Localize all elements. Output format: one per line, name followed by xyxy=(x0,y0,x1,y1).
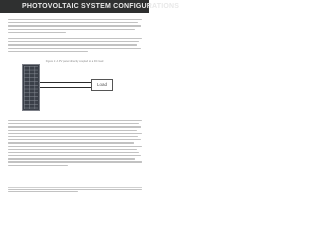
document-page xyxy=(0,0,180,198)
load-box xyxy=(91,79,113,91)
positive-wire xyxy=(40,82,91,83)
text-line xyxy=(8,48,141,49)
text-line xyxy=(8,146,142,147)
footer-text-line xyxy=(8,191,78,192)
text-line xyxy=(8,120,142,121)
text-line xyxy=(8,126,141,127)
text-line xyxy=(8,29,135,30)
text-line xyxy=(8,22,138,23)
second-paragraph xyxy=(8,38,142,54)
load-label: Load xyxy=(96,82,107,87)
page-header-bar xyxy=(0,0,180,13)
text-line xyxy=(8,149,137,150)
text-line xyxy=(8,44,137,45)
body-paragraph xyxy=(8,120,142,168)
text-line xyxy=(8,158,135,159)
page-footer xyxy=(8,189,142,192)
text-line xyxy=(8,41,139,42)
page-title: PHOTOVOLTAIC SYSTEM CONFIGURATIONS xyxy=(22,3,180,10)
text-line xyxy=(8,19,142,20)
intro-paragraph xyxy=(8,19,142,35)
text-line xyxy=(8,32,66,33)
system-figure xyxy=(0,64,149,112)
text-line xyxy=(8,161,142,162)
text-line xyxy=(8,25,141,26)
negative-wire xyxy=(40,87,91,88)
text-line xyxy=(8,133,142,134)
solar-panel-icon xyxy=(22,64,40,111)
footer-divider xyxy=(8,187,142,188)
text-line xyxy=(8,139,141,140)
panel-cells xyxy=(24,66,38,109)
figure-caption: Figure 1: A PV panel directly coupled to a DC load xyxy=(45,60,104,63)
text-line xyxy=(8,155,141,156)
text-line xyxy=(8,123,139,124)
text-line xyxy=(8,38,142,39)
text-line xyxy=(8,136,138,137)
text-line xyxy=(8,142,134,143)
footer-text-line xyxy=(8,189,142,190)
text-line xyxy=(8,130,137,131)
text-line xyxy=(8,165,68,166)
text-line xyxy=(8,51,88,52)
text-line xyxy=(8,152,139,153)
